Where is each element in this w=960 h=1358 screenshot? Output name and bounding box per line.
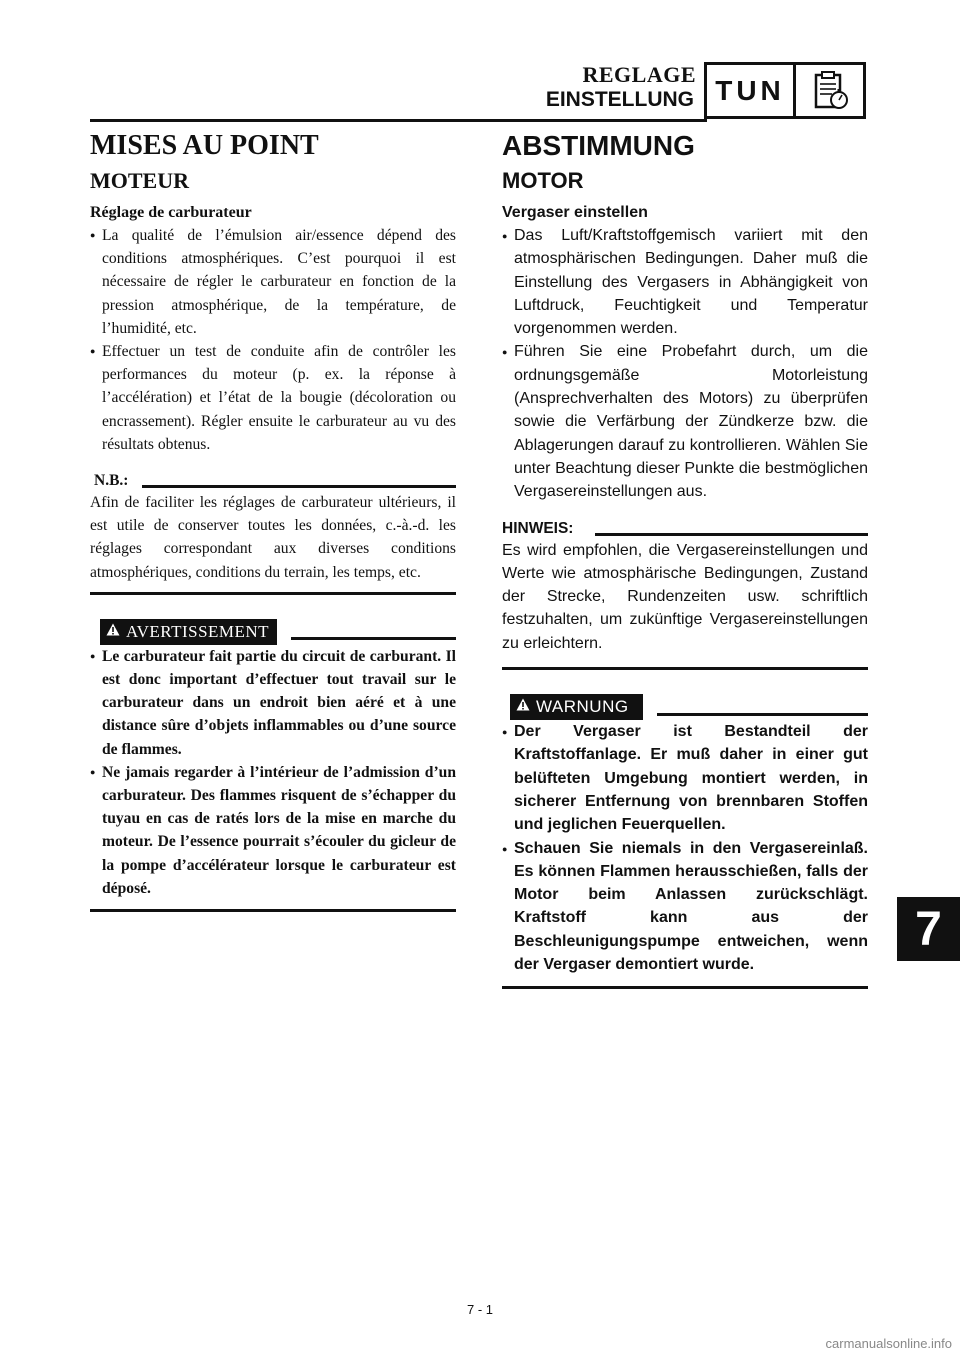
header-title-fr: REGLAGE bbox=[582, 62, 696, 87]
list-item: ● La qualité de l’émulsion air/essence dépend des conditions atmosphériques. C’est pourquoi il est nécessaire de régler le carburateur en fonction de la pression atmosphérique, de la température, de l’humidité, etc. bbox=[90, 224, 456, 340]
page-title: MISES AU POINT bbox=[90, 130, 319, 161]
warning-item: ● Ne jamais regarder à l’intérieur de l’admission d’un carburateur. Des flammes risquent de s’échapper du tuyau en cas de ratés lors de la mise en marche du moteur. De l’essence pourrait s’écouler du gicleur de la pompe d’accélérateur lorsque le carburateur est déposé. bbox=[90, 761, 456, 900]
warning-list bbox=[90, 645, 456, 900]
chapter-tab: 7 bbox=[897, 897, 960, 961]
note-rule bbox=[142, 485, 456, 488]
column-german bbox=[502, 126, 868, 989]
clipboard-stopwatch-icon bbox=[796, 65, 863, 116]
section-code-box bbox=[704, 62, 866, 119]
instruction-list bbox=[502, 224, 868, 504]
note-label: HINWEIS: bbox=[502, 519, 574, 537]
section-code: TUN bbox=[707, 65, 796, 116]
list-item: ● Effectuer un test de conduite afin de contrôler les performances du moteur (p. ex. la réponse à l’accélération) et l’état de la bougie (décoloration ou encrassement). Régler ensuite le carburateur au vu des résultats obtenus. bbox=[90, 340, 456, 456]
warning-item: ● Le carburateur fait partie du circuit de carburant. Il est donc important d’effectuer tout travail sur le carburateur dans un endroit bien aéré et à une distance sûre d’objets inflammables ou d’une source de flammes. bbox=[90, 645, 456, 761]
page-title: ABSTIMMUNG bbox=[502, 130, 695, 161]
note-text: Afin de faciliter les réglages de carburateur ultérieurs, il est utile de conserver toutes les données, c.-à.-d. les réglages correspondant aux diverses conditions atmosphériques, conditions du terrain, les temps, etc. bbox=[90, 494, 456, 581]
header-rule bbox=[90, 119, 707, 122]
section-title: MOTOR bbox=[502, 168, 584, 193]
list-item: ● Führen Sie eine Probefahrt durch, um die ordnungsgemäße Motorleistung (Ansprechverhalten des Motors) zu überprüfen sowie die Verfärbung der Zündkerze bzw. die Ablagerungen darauf zu kontrollieren. Wählen Sie unter Beachtung dieser Punkte die bestmöglichen Vergasereinstellungen aus. bbox=[502, 340, 868, 503]
warning-item: ● Schauen Sie niemals in den Vergasereinlaß. Es können Flammen herausschießen, falls der Motor beim Anlassen zurückschlägt. Kraftstoff kann aus der Beschleunigungspumpe entweichen, wenn der Vergaser demontiert wurde. bbox=[502, 837, 868, 977]
note-label: N.B.: bbox=[94, 472, 129, 490]
column-french bbox=[90, 126, 456, 912]
warning-item: ● Der Vergaser ist Bestandteil der Kraftstoffanlage. Er muß daher in einer gut belüfteten Umgebung montiert werden, in sicherer Entfernung von brennbaren Stoffen und jeglichen Feuerquellen. bbox=[502, 720, 868, 836]
warning-header bbox=[510, 694, 868, 720]
warning-badge bbox=[510, 694, 643, 720]
list-item: ● Das Luft/Kraftstoffgemisch variiert mit den atmosphärischen Bedingungen. Daher muß die Einstellung des Vergasers in Abhängigkeit von Luftdruck, Feuchtigkeit und Temperatur vorgenommen werden. bbox=[502, 224, 868, 340]
note-end-rule bbox=[502, 667, 868, 670]
header-title-de: EINSTELLUNG bbox=[545, 88, 694, 111]
watermark: carmanualsonline.info bbox=[825, 1336, 952, 1351]
warning-rule bbox=[291, 637, 456, 640]
note-text: Es wird empfohlen, die Vergasereinstellungen und Werte wie atmosphärische Bedingungen, Zustand der Strecke, Rundenzeiten usw. schriftlich festzuhalten, um zukünftige Vergasereinstellungen zu erleichtern. bbox=[502, 541, 868, 652]
warning-label: WARNUNG bbox=[536, 697, 629, 717]
warning-end-rule bbox=[502, 986, 868, 989]
subsection-heading: Réglage de carburateur bbox=[90, 204, 252, 221]
warning-list bbox=[502, 720, 868, 976]
warning-triangle-icon bbox=[516, 698, 530, 716]
note-header bbox=[502, 520, 868, 538]
subsection-heading: Vergaser einstellen bbox=[502, 204, 648, 221]
note-header bbox=[90, 472, 456, 490]
warning-label: AVERTISSEMENT bbox=[126, 621, 270, 641]
page-number: 7 - 1 bbox=[466, 1302, 493, 1317]
warning-rule bbox=[657, 713, 868, 716]
note-rule bbox=[595, 533, 868, 536]
warning-end-rule bbox=[90, 909, 456, 912]
section-title: MOTEUR bbox=[90, 168, 189, 193]
warning-triangle-icon bbox=[106, 623, 120, 641]
note-end-rule bbox=[90, 592, 456, 595]
warning-header bbox=[100, 619, 456, 645]
warning-badge bbox=[100, 619, 277, 645]
instruction-list bbox=[90, 224, 456, 456]
